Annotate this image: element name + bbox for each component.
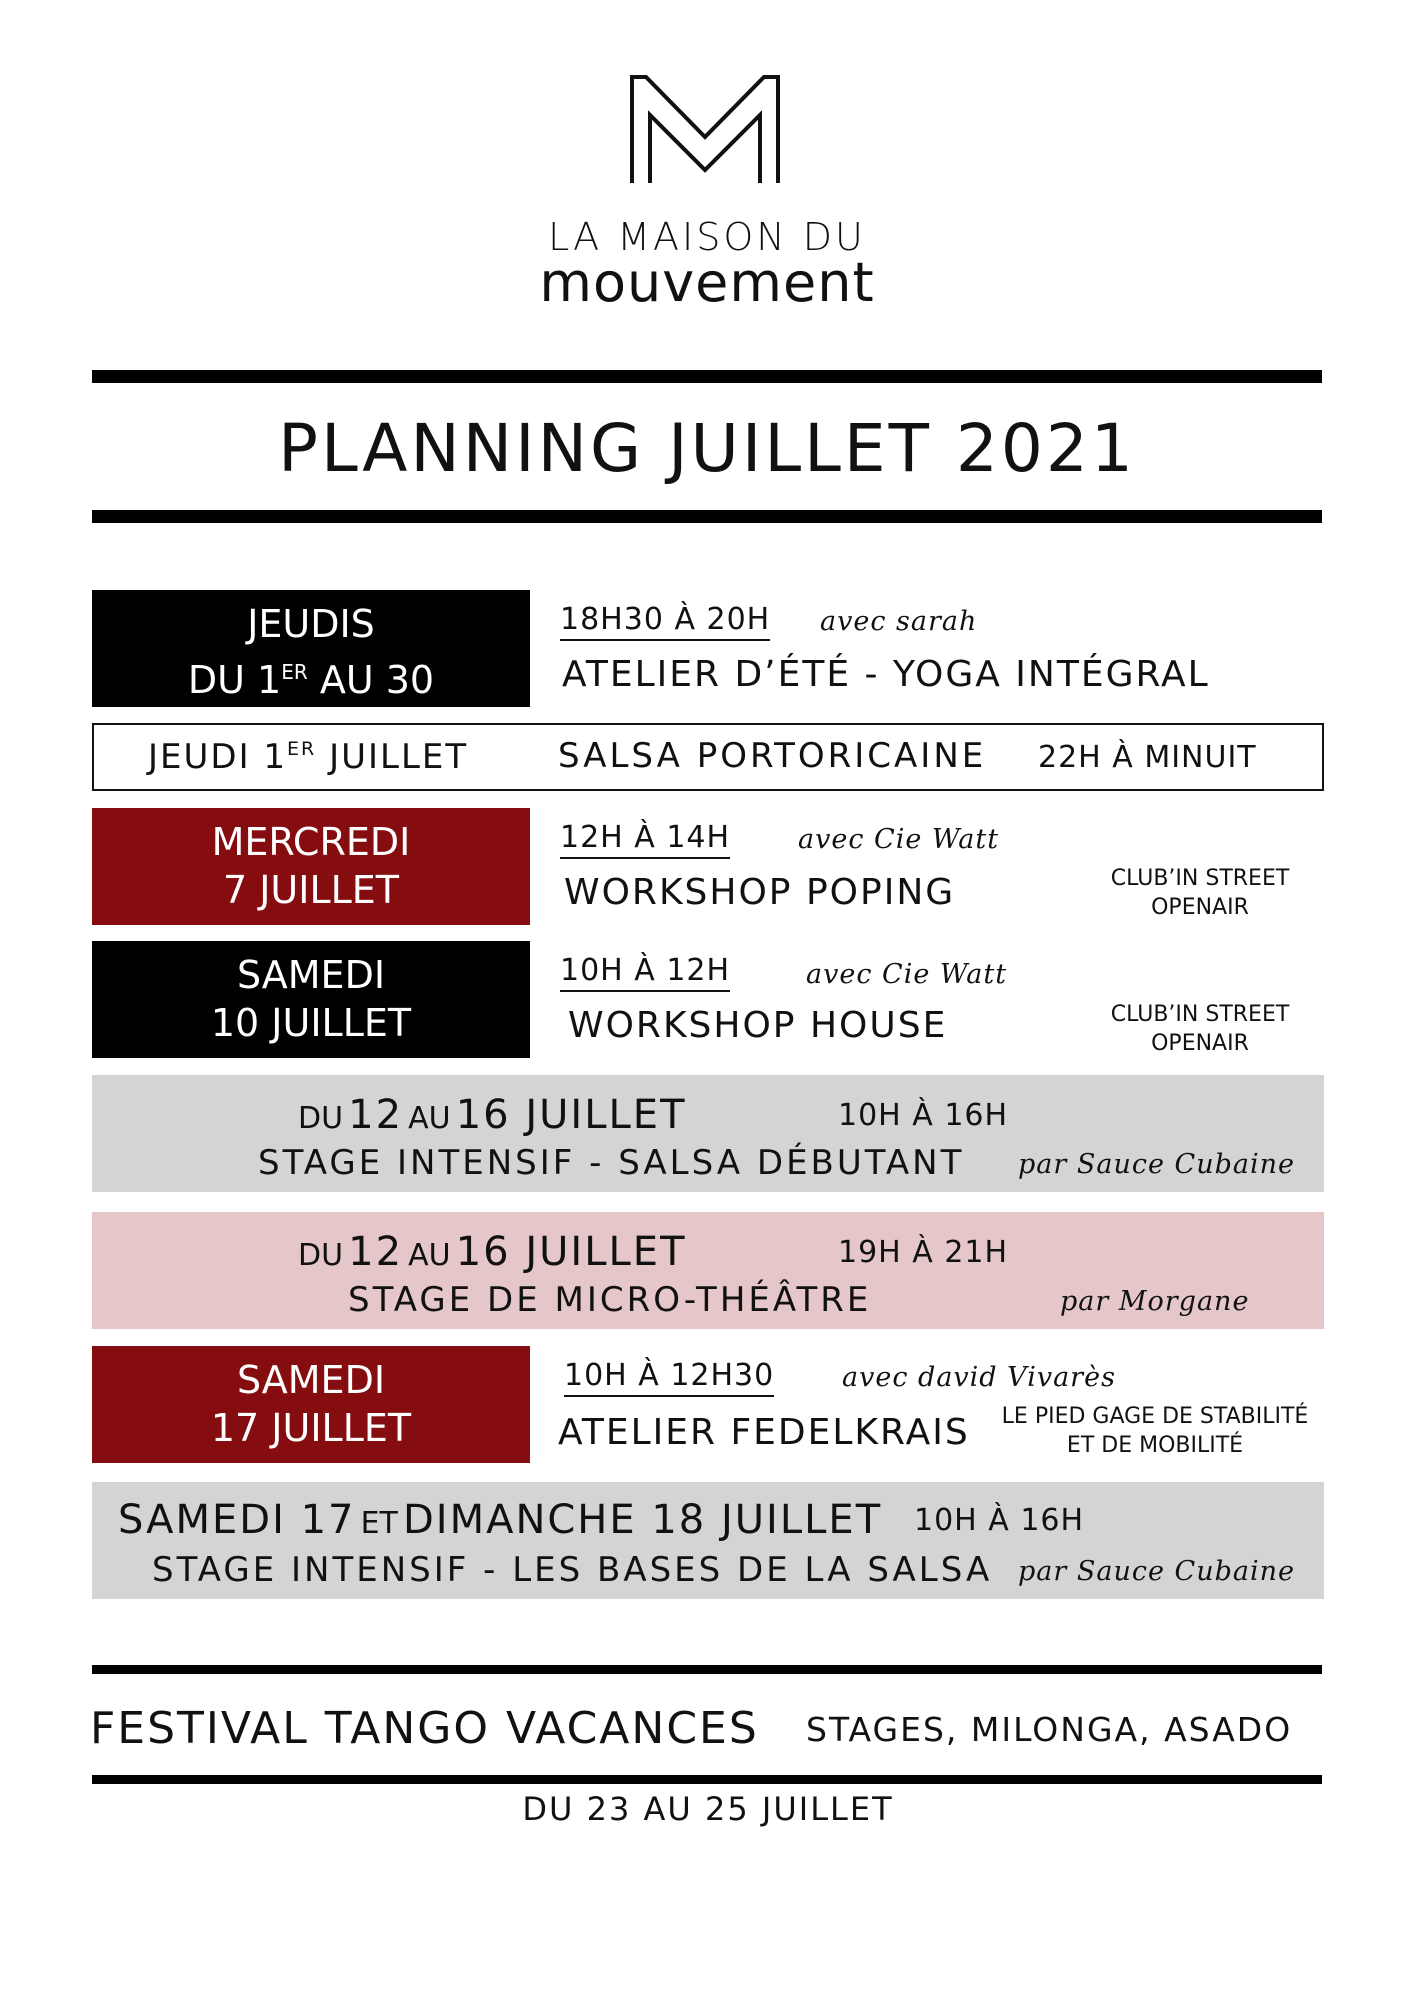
bases-salsa-dates: SAMEDI 17 ET DIMANCHE 18 JUILLET	[118, 1497, 883, 1543]
micro-theatre-dates: DU 12 AU 16 JUILLET	[298, 1229, 687, 1275]
poping-date-box	[92, 808, 530, 925]
festival-top-rule	[92, 1665, 1322, 1674]
stage-salsa-host: par Sauce Cubaine	[1018, 1149, 1295, 1180]
festival-details: STAGES, MILONGA, ASADO	[806, 1710, 1293, 1749]
salsa-porto-activity: SALSA PORTORICAINE	[558, 736, 987, 776]
poping-host: avec Cie Watt	[798, 824, 1000, 855]
poping-day: MERCREDI	[211, 820, 411, 864]
yoga-host: avec sarah	[820, 606, 978, 637]
bases-salsa-activity: STAGE INTENSIF - LES BASES DE LA SALSA	[152, 1550, 993, 1590]
poping-venue: CLUB’IN STREET OPENAIR	[1110, 866, 1290, 920]
yoga-time: 18H30 À 20H	[560, 602, 770, 641]
title-rule	[92, 510, 1322, 523]
yoga-date-box	[92, 590, 530, 707]
micro-theatre-time: 19H À 21H	[838, 1235, 1009, 1270]
feldenkrais-activity: ATELIER FEDELKRAIS	[558, 1412, 970, 1453]
micro-theatre-activity: STAGE DE MICRO-THÉÂTRE	[348, 1280, 872, 1320]
brand-line-1: LA MAISON DU	[548, 215, 866, 259]
yoga-range: DU 1ER AU 30	[187, 658, 435, 702]
m-monogram-icon	[630, 75, 780, 185]
feldenkrais-time: 10H À 12H30	[564, 1358, 774, 1397]
feldenkrais-note: LE PIED GAGE DE STABILITÉ ET DE MOBILITÉ	[1001, 1404, 1309, 1458]
house-date: 10 JUILLET	[210, 1001, 412, 1045]
salsa-porto-date: JEUDI 1ER JUILLET	[148, 737, 469, 777]
page-title: PLANNING JUILLET 2021	[278, 410, 1136, 487]
festival-dates: DU 23 AU 25 JUILLET	[522, 1790, 894, 1828]
feldenkrais-day: SAMEDI	[236, 1358, 386, 1402]
festival-bottom-rule	[92, 1775, 1322, 1784]
house-date-box	[92, 941, 530, 1058]
poping-time: 12H À 14H	[560, 820, 730, 859]
yoga-day: JEUDIS	[247, 602, 375, 646]
stage-salsa-time: 10H À 16H	[838, 1098, 1009, 1133]
house-host: avec Cie Watt	[806, 959, 1008, 990]
house-time: 10H À 12H	[560, 953, 730, 992]
poping-date: 7 JUILLET	[222, 868, 400, 912]
stage-salsa-dates: DU 12 AU 16 JUILLET	[298, 1092, 687, 1138]
poping-activity: WORKSHOP POPING	[564, 872, 956, 913]
feldenkrais-host: avec david Vivarès	[842, 1362, 1116, 1393]
brand-line-2: mouvement	[539, 251, 875, 314]
micro-theatre-host: par Morgane	[1060, 1286, 1250, 1317]
house-venue: CLUB’IN STREET OPENAIR	[1110, 1002, 1290, 1056]
feldenkrais-date: 17 JUILLET	[210, 1406, 412, 1450]
bases-salsa-time: 10H À 16H	[914, 1503, 1085, 1538]
house-day: SAMEDI	[236, 953, 386, 997]
stage-salsa-activity: STAGE INTENSIF - SALSA DÉBUTANT	[258, 1143, 965, 1183]
yoga-activity: ATELIER D’ÉTÉ - YOGA INTÉGRAL	[562, 654, 1210, 695]
festival-name: FESTIVAL TANGO VACANCES	[90, 1703, 759, 1754]
feldenkrais-date-box	[92, 1346, 530, 1463]
salsa-porto-time: 22H À MINUIT	[1038, 740, 1257, 775]
top-rule	[92, 370, 1322, 383]
bases-salsa-host: par Sauce Cubaine	[1018, 1556, 1295, 1587]
house-activity: WORKSHOP HOUSE	[568, 1005, 948, 1046]
